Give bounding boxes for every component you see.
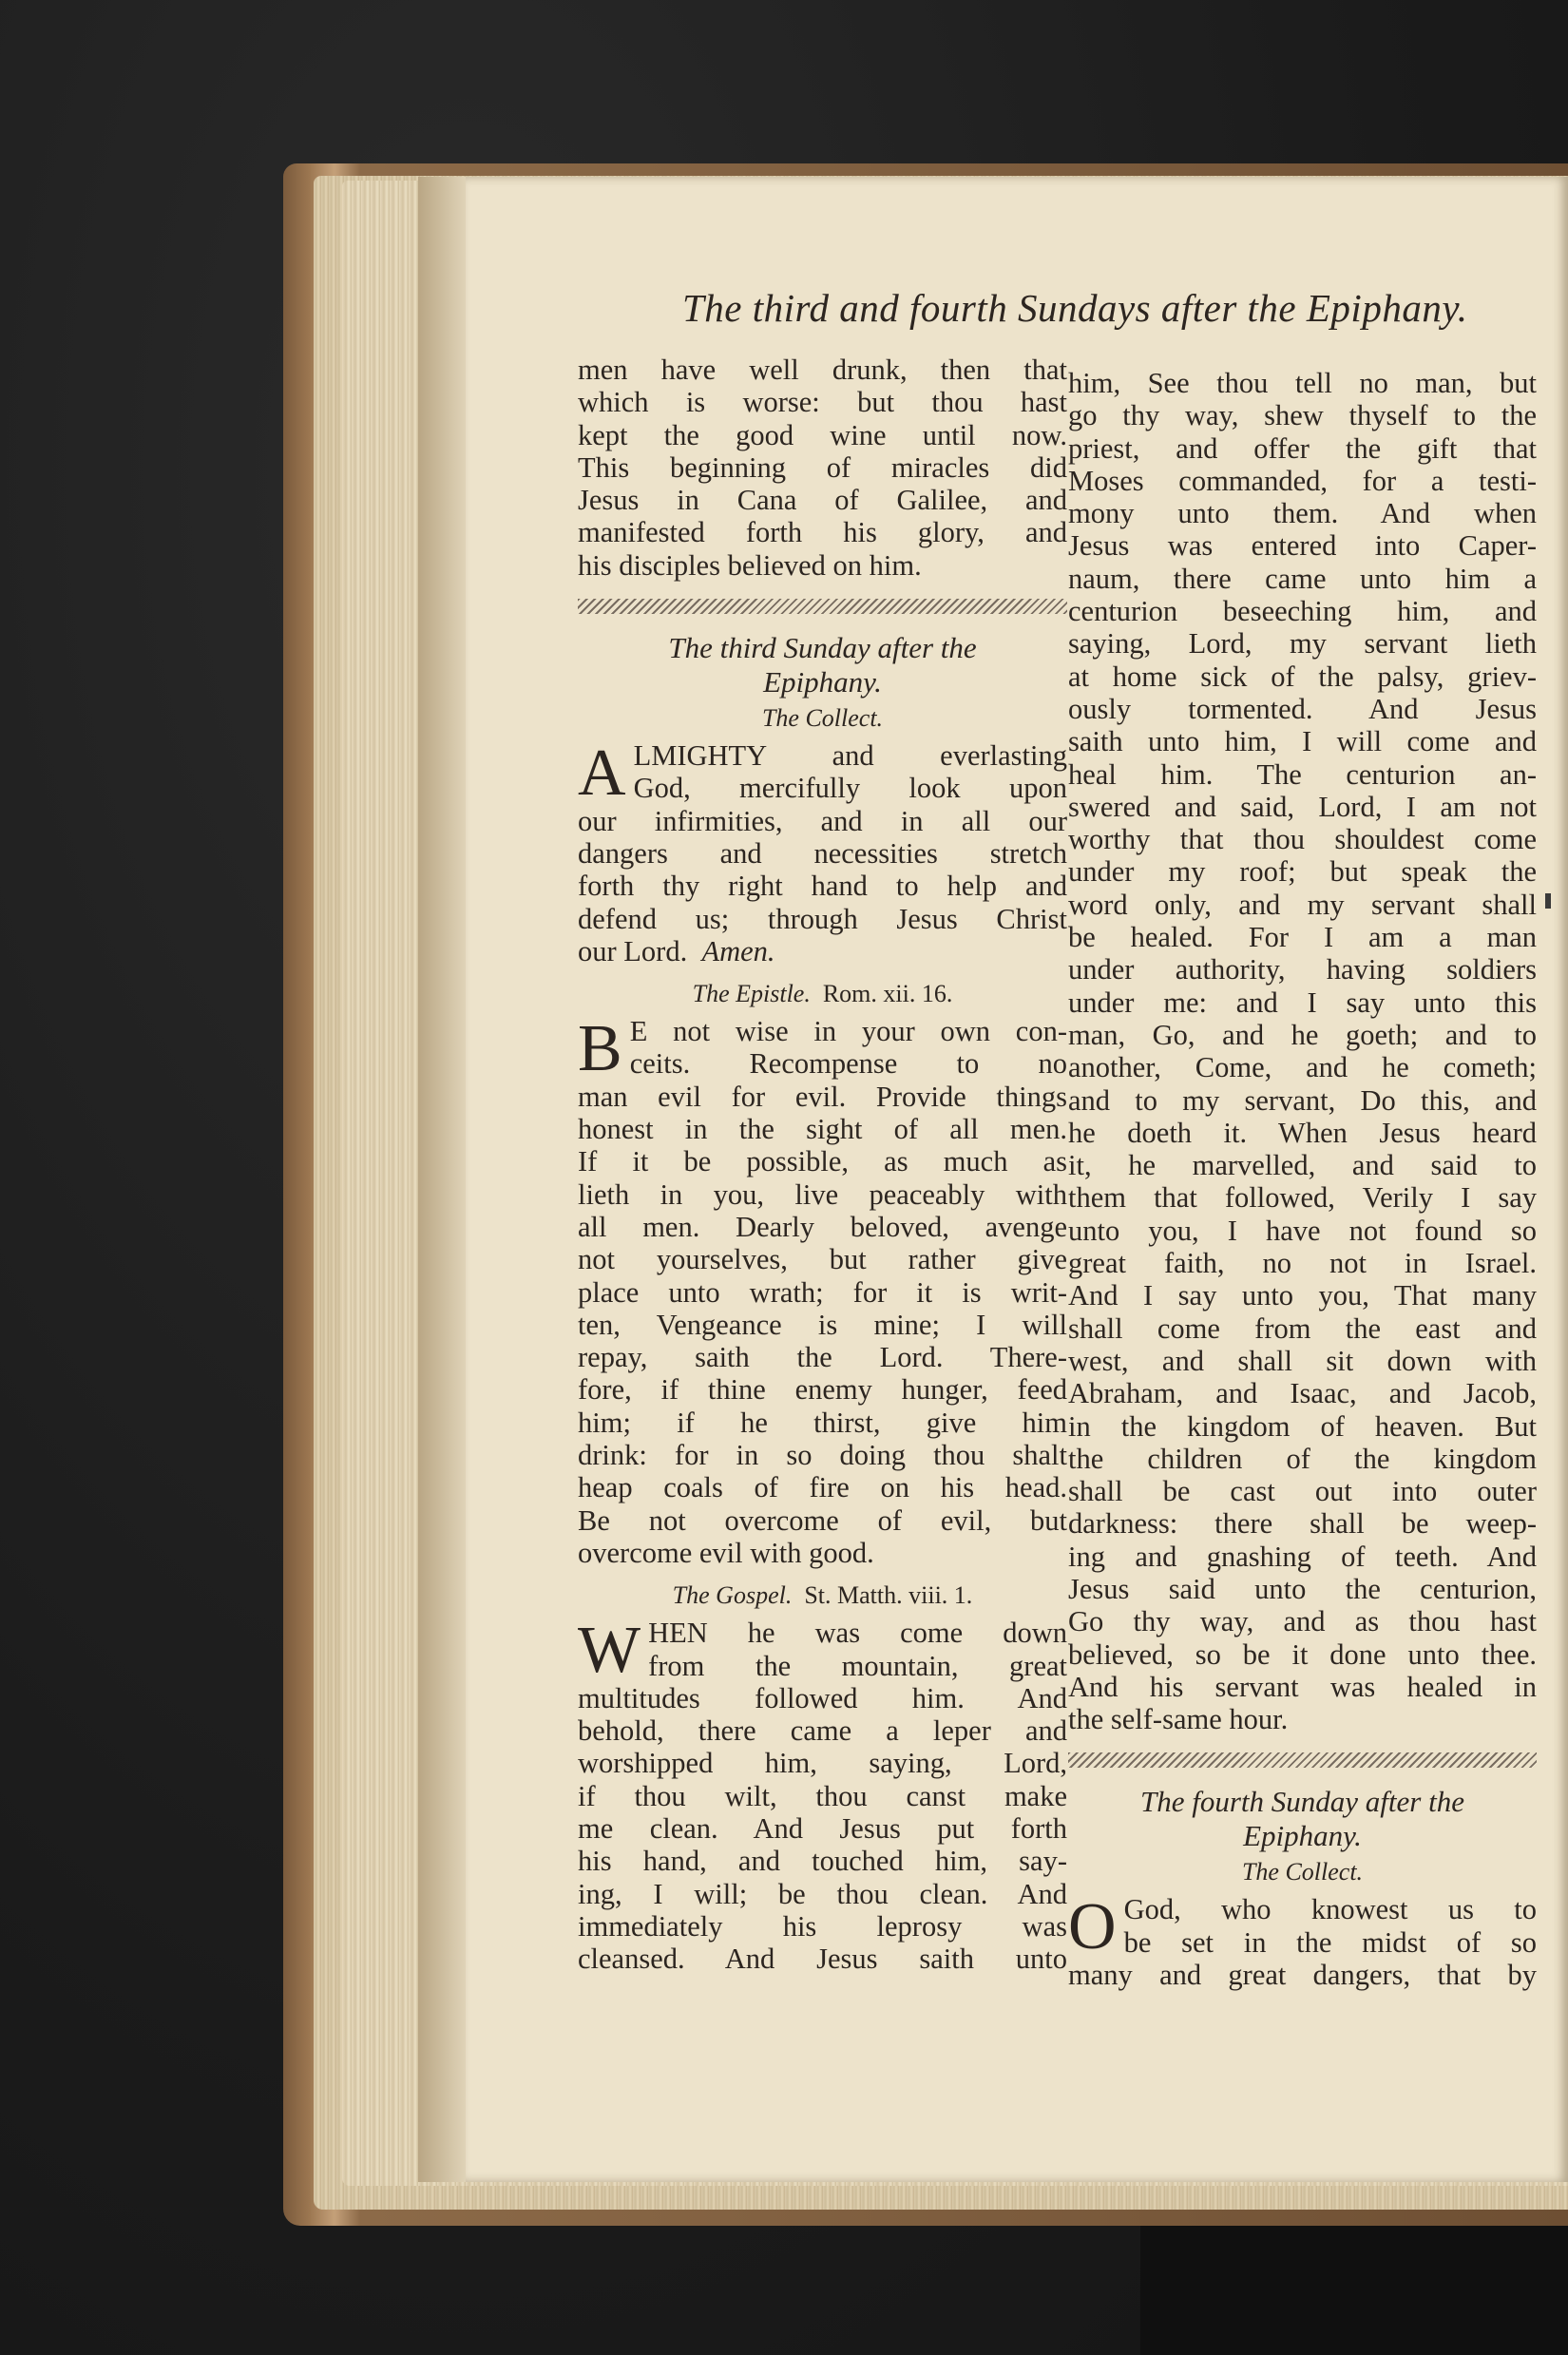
text-line bbox=[578, 935, 1067, 967]
text-line: ten, Vengeance is mine; I will bbox=[578, 1308, 1067, 1341]
text-line: saying, Lord, my servant lieth bbox=[1068, 627, 1537, 661]
text-line: ceits. Recompense to no bbox=[629, 1047, 1067, 1081]
text-line: ously tormented. And Jesus bbox=[1068, 692, 1537, 725]
collect-heading bbox=[1068, 1855, 1537, 1889]
text-line: in the kingdom of heaven. But bbox=[1068, 1409, 1537, 1443]
text-line: defend us; through Jesus Christ bbox=[578, 902, 1067, 935]
text-line: overcome evil with good. bbox=[578, 1536, 874, 1569]
gospel-passage bbox=[578, 1614, 1067, 1976]
text-line: men have well drunk, then that bbox=[578, 354, 1067, 386]
text-line: man evil for evil. Provide things bbox=[578, 1080, 1067, 1113]
epistle-label: The Epistle. bbox=[692, 980, 811, 1008]
text-line: our infirmities, and in all our bbox=[578, 804, 1067, 837]
text-line: honest in the sight of all men. bbox=[578, 1113, 1067, 1146]
dropcap-w: W bbox=[578, 1614, 641, 1688]
text-line: This beginning of miracles did bbox=[578, 450, 1067, 484]
dropcap-a: A bbox=[578, 737, 626, 811]
left-column bbox=[578, 354, 1067, 1975]
text-line: word only, and my servant shall bbox=[1068, 888, 1537, 921]
text-line: from the mountain, great bbox=[648, 1649, 1067, 1682]
text-line: under me: and I say unto this bbox=[1068, 986, 1537, 1019]
text-line: unto you, I have not found so bbox=[1068, 1214, 1537, 1247]
text-line: And his servant was healed in bbox=[1068, 1670, 1537, 1703]
text-line: manifested forth his glory, and bbox=[578, 516, 1067, 549]
text-line: And I say unto you, That many bbox=[1068, 1279, 1537, 1312]
text-line: naum, there came unto him a bbox=[1068, 562, 1537, 595]
text-line: man, Go, and he goeth; and to bbox=[1068, 1018, 1537, 1051]
ornamental-divider bbox=[1068, 1752, 1537, 1768]
text-line: Moses commanded, for a testi- bbox=[1068, 464, 1537, 497]
text-line: ing, I will; be thou clean. And bbox=[578, 1877, 1067, 1910]
text-line: under authority, having soldiers bbox=[1068, 953, 1537, 986]
gospel-heading bbox=[578, 1579, 1067, 1613]
text-line: it, he marvelled, and said to bbox=[1068, 1149, 1537, 1182]
text-line: not yourselves, but rather give bbox=[578, 1243, 1067, 1276]
gospel-reference: St. Matth. viii. 1. bbox=[804, 1581, 973, 1610]
text-line: the self-same hour. bbox=[1068, 1703, 1289, 1736]
collect-heading-text: The Collect. bbox=[761, 704, 884, 733]
text-line: drink: for in so doing thou shalt bbox=[578, 1439, 1067, 1472]
text-line: be healed. For I am a man bbox=[1068, 921, 1537, 954]
text-line: shall come from the east and bbox=[1068, 1312, 1537, 1345]
text-line: centurion beseeching him, and bbox=[1068, 595, 1537, 628]
text-line: another, Come, and he cometh; bbox=[1068, 1051, 1537, 1084]
text-line: heap coals of fire on his head. bbox=[578, 1471, 1067, 1504]
text-line: his disciples believed on him. bbox=[578, 548, 922, 582]
fourth-sunday-title bbox=[1068, 1785, 1537, 1853]
dropcap-o: O bbox=[1068, 1890, 1117, 1964]
gospel-continued-passage bbox=[1068, 367, 1537, 1735]
title-line: Epiphany. bbox=[763, 665, 882, 699]
text-line: darkness: there shall be weep- bbox=[1068, 1507, 1537, 1541]
text-line: if thou wilt, thou canst make bbox=[578, 1779, 1067, 1812]
epistle-reference: Rom. xii. 16. bbox=[822, 980, 953, 1008]
amen: Amen. bbox=[701, 934, 775, 967]
collect-passage bbox=[1068, 1890, 1537, 1992]
collect-heading-text: The Collect. bbox=[1241, 1858, 1364, 1886]
text-line: him; if he thirst, give him bbox=[578, 1406, 1067, 1439]
running-title: The third and fourth Sundays after the Epiphany. bbox=[682, 286, 1468, 330]
epistle-passage bbox=[578, 1012, 1067, 1569]
text-line: his hand, and touched him, say- bbox=[578, 1845, 1067, 1878]
text-line: fore, if thine enemy hunger, feed bbox=[578, 1373, 1067, 1407]
text-line: priest, and offer the gift that bbox=[1068, 431, 1537, 465]
text-line: them that followed, Verily I say bbox=[1068, 1181, 1537, 1215]
text-line: which is worse: but thou hast bbox=[578, 386, 1067, 419]
text-line: LMIGHTY and everlasting bbox=[633, 739, 1067, 773]
text-line: repay, saith the Lord. There- bbox=[578, 1341, 1067, 1374]
text-line: Jesus said unto the centurion, bbox=[1068, 1572, 1537, 1605]
text-line: mony unto them. And when bbox=[1068, 497, 1537, 530]
text-line: the children of the kingdom bbox=[1068, 1442, 1537, 1475]
ornamental-divider bbox=[578, 599, 1067, 614]
title-line: The third Sunday after the bbox=[668, 631, 977, 665]
text-line: immediately his leprosy was bbox=[578, 1909, 1067, 1943]
text-line: E not wise in your own con- bbox=[629, 1015, 1067, 1048]
text-line: he doeth it. When Jesus heard bbox=[1068, 1116, 1537, 1149]
right-column bbox=[1068, 367, 1537, 1991]
title-line: The fourth Sunday after the bbox=[1140, 1785, 1464, 1819]
text-line: worthy that thou shouldest come bbox=[1068, 823, 1537, 856]
text-line: God, who knowest us to bbox=[1123, 1893, 1537, 1926]
text-line: west, and shall sit down with bbox=[1068, 1344, 1537, 1377]
text-line: multitudes followed him. And bbox=[578, 1681, 1067, 1714]
opening-passage bbox=[578, 354, 1067, 582]
collect-end: our Lord. bbox=[578, 934, 688, 967]
page-edge-mark bbox=[1545, 893, 1551, 909]
text-line: kept the good wine until now. bbox=[578, 418, 1067, 451]
text-line: Go thy way, and as thou hast bbox=[1068, 1605, 1537, 1638]
text-line: and to my servant, Do this, and bbox=[1068, 1083, 1537, 1117]
collect-heading bbox=[578, 701, 1067, 736]
text-line: Be not overcome of evil, but bbox=[578, 1503, 1067, 1537]
text-line: lieth in you, live peaceably with bbox=[578, 1178, 1067, 1211]
text-line: God, mercifully look upon bbox=[633, 772, 1067, 805]
gospel-label: The Gospel. bbox=[672, 1581, 793, 1610]
text-line: go thy way, shew thyself to the bbox=[1068, 399, 1537, 432]
text-line: swered and said, Lord, I am not bbox=[1068, 790, 1537, 823]
title-line: Epiphany. bbox=[1243, 1819, 1362, 1853]
epistle-heading bbox=[578, 977, 1067, 1011]
dropcap-b: B bbox=[578, 1012, 622, 1086]
text-line: If it be possible, as much as bbox=[578, 1145, 1067, 1178]
text-line: many and great dangers, that by bbox=[1068, 1959, 1537, 1992]
text-line: shall be cast out into outer bbox=[1068, 1475, 1537, 1508]
text-line: cleansed. And Jesus saith unto bbox=[578, 1943, 1067, 1976]
text-line: under my roof; but speak the bbox=[1068, 855, 1537, 889]
text-line: forth thy right hand to help and bbox=[578, 870, 1067, 903]
text-line: saith unto him, I will come and bbox=[1068, 725, 1537, 758]
text-line: be set in the midst of so bbox=[1123, 1925, 1537, 1959]
text-line: Jesus was entered into Caper- bbox=[1068, 529, 1537, 563]
text-line: behold, there came a leper and bbox=[578, 1714, 1067, 1748]
text-line: believed, so be it done unto thee. bbox=[1068, 1637, 1537, 1671]
text-line: dangers and necessities stretch bbox=[578, 836, 1067, 870]
text-line: worshipped him, saying, Lord, bbox=[578, 1747, 1067, 1780]
text-line: heal him. The centurion an- bbox=[1068, 757, 1537, 791]
text-line: place unto wrath; for it is writ- bbox=[578, 1275, 1067, 1309]
text-line: me clean. And Jesus put forth bbox=[578, 1811, 1067, 1845]
text-line: Jesus in Cana of Galilee, and bbox=[578, 484, 1067, 517]
text-line: great faith, no not in Israel. bbox=[1068, 1247, 1537, 1280]
text-line: HEN he was come down bbox=[648, 1617, 1067, 1650]
third-sunday-title bbox=[578, 631, 1067, 699]
text-line: at home sick of the palsy, griev- bbox=[1068, 660, 1537, 693]
text-line: him, See thou tell no man, but bbox=[1068, 367, 1537, 399]
collect-passage bbox=[578, 739, 1067, 967]
text-line: Abraham, and Isaac, and Jacob, bbox=[1068, 1377, 1537, 1410]
text-line: ing and gnashing of teeth. And bbox=[1068, 1540, 1537, 1573]
text-line: all men. Dearly beloved, avenge bbox=[578, 1210, 1067, 1243]
